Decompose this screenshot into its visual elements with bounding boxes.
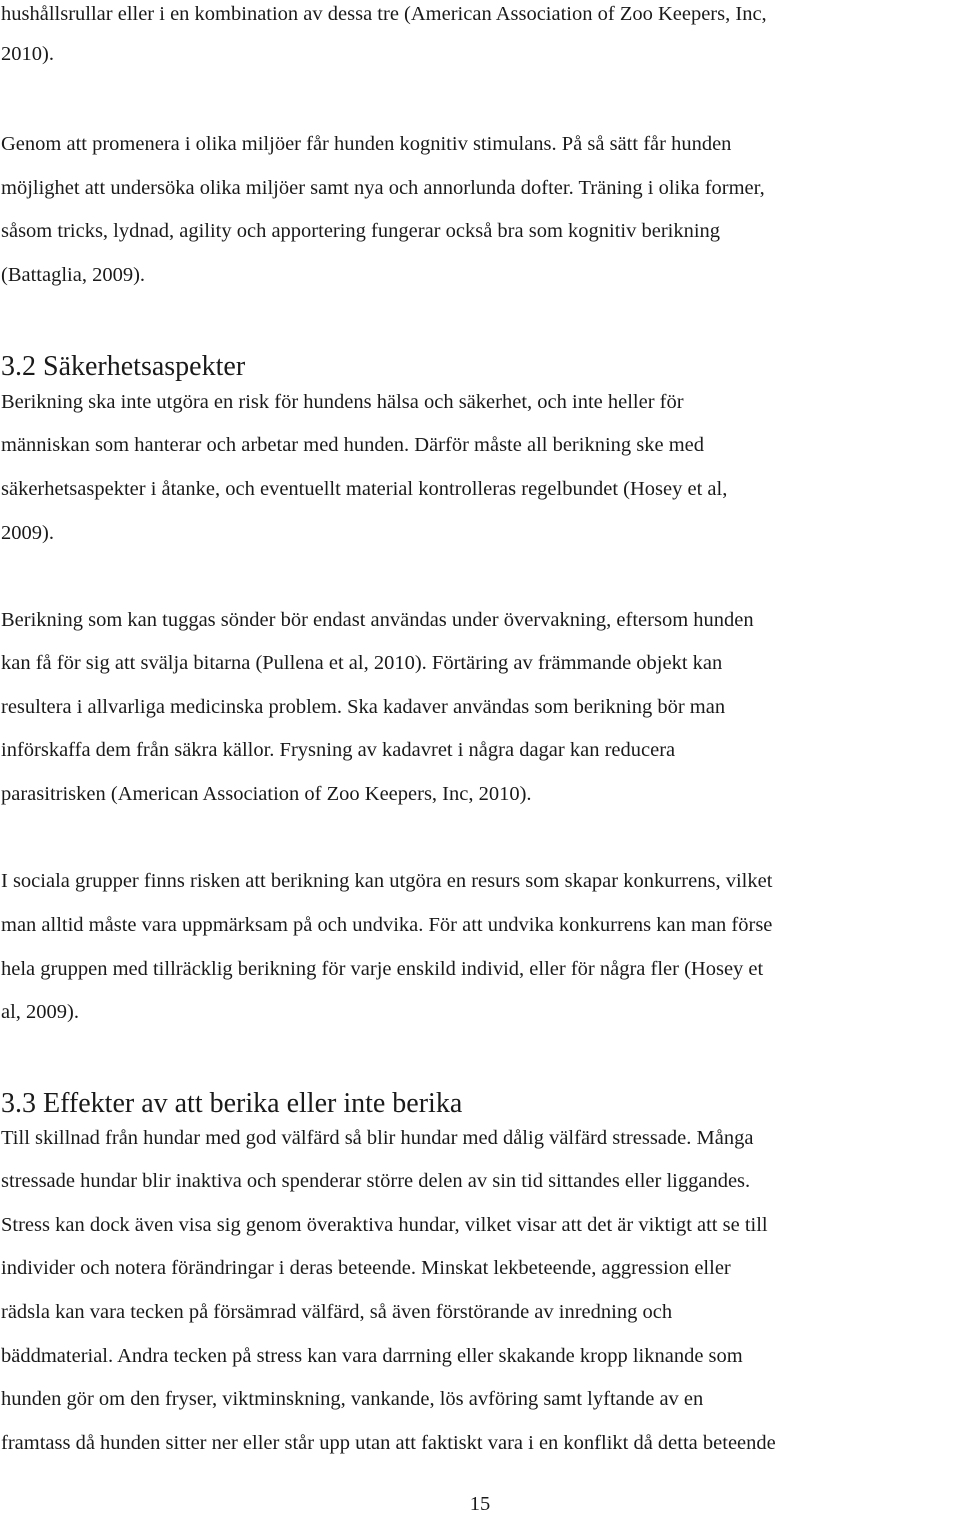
text-line: al, 2009).	[1, 1001, 79, 1023]
text-line: Stress kan dock även visa sig genom överaktiva hundar, vilket visar att det är viktigt att se till	[1, 1214, 768, 1236]
text-line: stressade hundar blir inaktiva och spenderar större delen av sin tid sittandes eller liggandes.	[1, 1170, 751, 1192]
text-line: 2009).	[1, 522, 54, 544]
text-line: säkerhetsaspekter i åtanke, och eventuellt material kontrolleras regelbundet (Hosey et al,	[1, 478, 728, 500]
text-line: hunden gör om den fryser, viktminskning, vankande, lös avföring samt lyftande av en	[1, 1388, 704, 1410]
text-line: I sociala grupper finns risken att berikning kan utgöra en resurs som skapar konkurrens, vilket	[1, 870, 773, 892]
text-line: såsom tricks, lydnad, agility och apportering fungerar också bra som kognitiv berikning	[1, 220, 721, 242]
text-line: Berikning ska inte utgöra en risk för hundens hälsa och säkerhet, och inte heller för	[1, 391, 684, 413]
text-line: parasitrisken (American Association of Zoo Keepers, Inc, 2010).	[1, 783, 532, 805]
text-line: individer och notera förändringar i deras beteende. Minskat lekbeteende, aggression eller	[1, 1257, 731, 1279]
text-line: kan få för sig att svälja bitarna (Pullena et al, 2010). Förtäring av främmande objekt kan	[1, 652, 723, 674]
text-line: 2010).	[1, 43, 54, 65]
text-line: hela gruppen med tillräcklig berikning för varje enskild individ, eller för några fler (Hosey et	[1, 958, 764, 980]
page-number: 15	[469, 1493, 491, 1515]
text-line: Till skillnad från hundar med god välfärd så blir hundar med dålig välfärd stressade. Många	[1, 1127, 754, 1149]
text-line: möjlighet att undersöka olika miljöer samt nya och annorlunda dofter. Träning i olika former,	[1, 177, 765, 199]
text-line: rädsla kan vara tecken på försämrad välfärd, så även förstörande av inredning och	[1, 1301, 673, 1323]
text-line: resultera i allvarliga medicinska problem. Ska kadaver användas som berikning bör man	[1, 696, 726, 718]
text-line: framtass då hunden sitter ner eller står upp utan att faktiskt vara i en konflikt då detta beteende	[1, 1432, 776, 1454]
text-line: (Battaglia, 2009).	[1, 264, 146, 286]
text-line: man alltid måste vara uppmärksam på och undvika. För att undvika konkurrens kan man förse	[1, 914, 773, 936]
text-line: Berikning som kan tuggas sönder bör endast användas under övervakning, eftersom hunden	[1, 609, 754, 631]
text-line: människan som hanterar och arbetar med hunden. Därför måste all berikning ske med	[1, 434, 705, 456]
section-heading-3-3: 3.3 Effekter av att berika eller inte berika	[1, 1088, 463, 1119]
text-line: hushållsrullar eller i en kombination av dessa tre (American Association of Zoo Keepers, Inc,	[1, 3, 767, 25]
text-line: Genom att promenera i olika miljöer får hunden kognitiv stimulans. På så sätt får hunden	[1, 133, 732, 155]
text-line: bäddmaterial. Andra tecken på stress kan vara darrning eller skakande kropp liknande som	[1, 1345, 743, 1367]
text-line: införskaffa dem från säkra källor. Frysning av kadavret i några dagar kan reducera	[1, 739, 676, 761]
section-heading-3-2: 3.2 Säkerhetsaspekter	[1, 351, 246, 382]
